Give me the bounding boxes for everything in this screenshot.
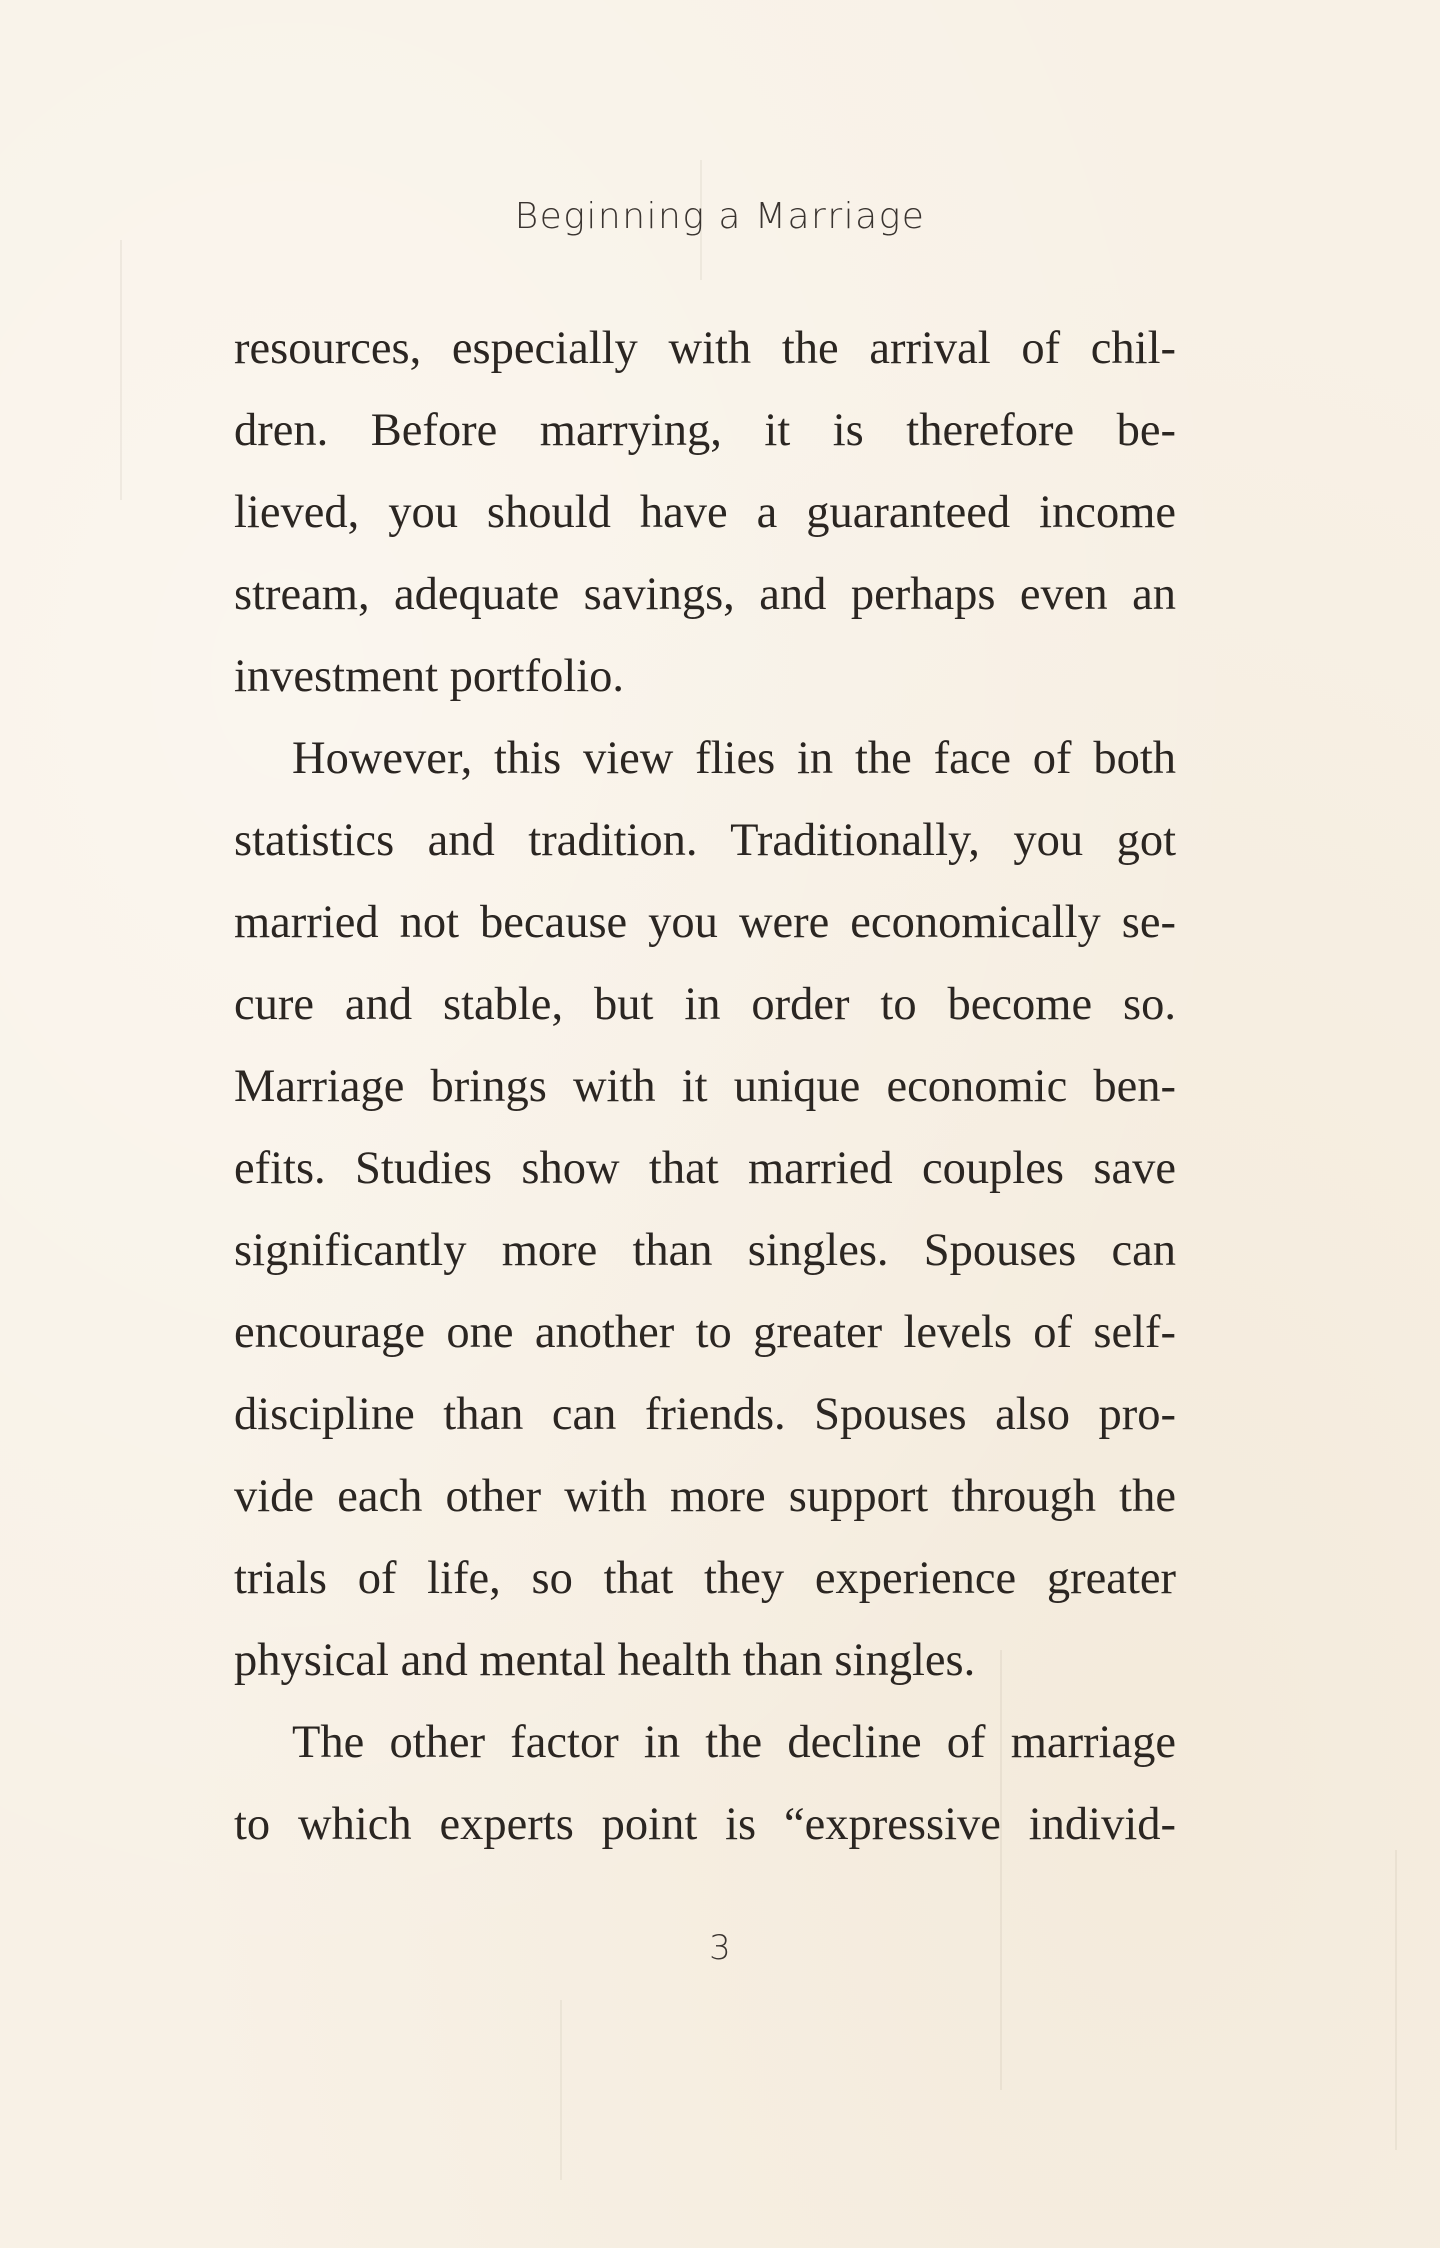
text-line: cure and stable, but in order to become so. <box>234 979 1176 1030</box>
text-line: married not because you were economically se- <box>234 897 1176 948</box>
text-line: encourage one another to greater levels of self- <box>234 1307 1176 1358</box>
text-line: Marriage brings with it unique economic ben- <box>234 1061 1176 1112</box>
text-line: dren. Before marrying, it is therefore be- <box>234 405 1176 456</box>
paragraph <box>234 308 1176 718</box>
paper-mark <box>1395 1850 1397 2150</box>
text-line: discipline than can friends. Spouses also pro- <box>234 1389 1176 1440</box>
text-line: to which experts point is “expressive individ- <box>234 1799 1176 1850</box>
text-line: The other factor in the decline of marriage <box>292 1717 1176 1768</box>
text-line: stream, adequate savings, and perhaps even an <box>234 569 1176 620</box>
body-text <box>234 308 1176 1866</box>
text-line: vide each other with more support through the <box>234 1471 1176 1522</box>
paper-mark <box>120 240 122 500</box>
running-header: Beginning a Marriage <box>514 196 926 237</box>
text-line: trials of life, so that they experience greater <box>234 1553 1176 1604</box>
paragraph <box>234 718 1176 1702</box>
text-line: statistics and tradition. Traditionally, you got <box>234 815 1176 866</box>
text-line: However, this view flies in the face of both <box>292 733 1176 784</box>
paragraph <box>234 1702 1176 1866</box>
page-number: 3 <box>709 1928 731 1968</box>
text-line: significantly more than singles. Spouses can <box>234 1225 1176 1276</box>
paper-mark <box>560 2000 562 2180</box>
text-line: resources, especially with the arrival of chil- <box>234 323 1176 374</box>
text-line: physical and mental health than singles. <box>234 1635 976 1686</box>
text-line: efits. Studies show that married couples save <box>234 1143 1176 1194</box>
text-line: investment portfolio. <box>234 651 625 702</box>
text-line: lieved, you should have a guaranteed income <box>234 487 1176 538</box>
